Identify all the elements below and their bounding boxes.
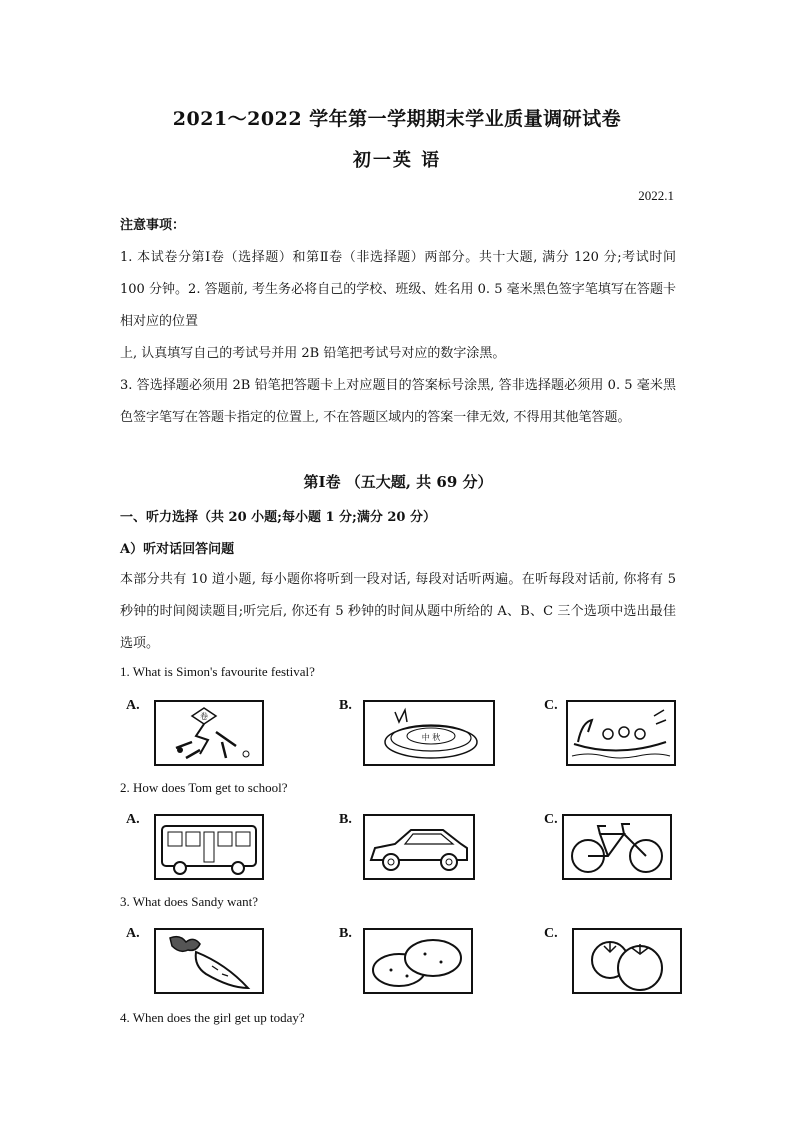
option-letter: B. [339, 926, 352, 941]
option-letter: A. [126, 812, 140, 827]
notes-line-2: 上, 认真填写自己的考试号并用 2B 铅笔把考试号对应的数字涂黑。 [120, 346, 506, 361]
potato-icon [363, 928, 473, 994]
bicycle-icon [562, 814, 672, 880]
option-letter: A. [126, 698, 140, 713]
option-b[interactable] [333, 808, 513, 888]
instructions: 本部分共有 10 道小题, 每小题你将听到一段对话, 每段对话听两遍。在听每段对话前, 你将有 5 秒钟的时间阅读题目;听完后, 你还有 5 秒钟的时间从题中所给的 A、B、C 三个选项中选出最佳选项。 [120, 572, 676, 651]
option-letter: A. [126, 926, 140, 941]
question-4: 4. When does the girl get up today? [120, 1010, 305, 1025]
option-letter: C. [544, 698, 558, 713]
question-1: 1. What is Simon's favourite festival? [120, 664, 315, 679]
question-3-options [120, 922, 676, 1002]
exam-date: 2022.1 [638, 188, 674, 203]
option-c[interactable] [538, 694, 718, 774]
option-a[interactable] [120, 694, 300, 774]
option-letter: B. [339, 698, 352, 713]
notes-heading: 注意事项： [120, 218, 186, 233]
part-heading: 第Ⅰ卷 （五大题, 共 69 分） [303, 473, 493, 491]
question-1-options [120, 694, 676, 774]
option-c[interactable] [538, 922, 718, 1002]
option-a[interactable] [120, 808, 300, 888]
tomato-icon [572, 928, 682, 994]
section-heading: 一、听力选择（共 20 小题;每小题 1 分;满分 20 分） [120, 510, 436, 525]
option-b[interactable] [333, 922, 513, 1002]
car-icon [363, 814, 475, 880]
bus-icon [154, 814, 264, 880]
option-letter: C. [544, 812, 558, 827]
option-letter: B. [339, 812, 352, 827]
page-subtitle: 初一英 语 [352, 150, 442, 171]
mooncake-label: 中 秋 [421, 733, 441, 742]
question-2-options [120, 808, 676, 888]
option-a[interactable] [120, 922, 300, 1002]
dragon-boat-icon [566, 700, 676, 766]
page-title: 2021～2022 学年第一学期期末学业质量调研试卷 [172, 108, 622, 130]
carrot-icon [154, 928, 264, 994]
subsection-heading: A）听对话回答问题 [120, 542, 235, 557]
svg-text:卷: 卷 [200, 712, 208, 721]
question-2: 2. How does Tom get to school? [120, 780, 288, 795]
option-b[interactable] [333, 694, 513, 774]
notes-line-1: 1. 本试卷分第Ⅰ卷（选择题）和第Ⅱ卷（非选择题）两部分。共十大题, 满分 120 分;考试时间 100 分钟。2. 答题前, 考生务必将自己的学校、班级、姓名用 0. 5 毫米黑色签字笔填写在答题卡相对应的位置 [120, 250, 676, 329]
notes-line-3: 3. 答选择题必须用 2B 铅笔把答题卡上对应题目的答案标号涂黑, 答非选择题必须用 0. 5 毫米黑色签字笔写在答题卡指定的位置上, 不在答题区域内的答案一律无效, 不得用其他笔答题。 [120, 378, 676, 425]
option-letter: C. [544, 926, 558, 941]
kite-icon [154, 700, 264, 766]
mooncake-icon [363, 700, 495, 766]
option-c[interactable] [538, 808, 718, 888]
question-3: 3. What does Sandy want? [120, 894, 259, 909]
